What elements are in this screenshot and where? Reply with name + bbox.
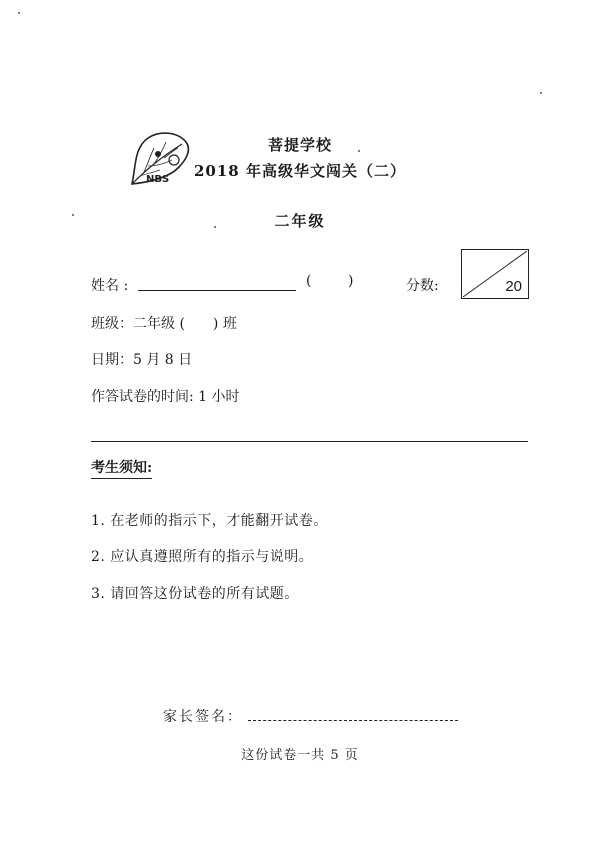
name-paren-open: ( — [306, 273, 312, 289]
class-label: 班级：二年级 ( ) 班 — [91, 316, 237, 332]
scan-speck — [214, 226, 216, 228]
svg-text:NBS: NBS — [146, 174, 170, 185]
score-total: 20 — [505, 278, 522, 295]
page-count: 这份试卷一共 5 页 — [241, 748, 359, 763]
name-paren-close: ) — [348, 273, 354, 289]
date-label: 日期：5 月 8 日 — [91, 352, 193, 368]
scan-speck — [540, 92, 542, 94]
school-name: 菩提学校 — [267, 136, 332, 154]
grade-title: 二年级 — [274, 212, 326, 230]
signature-label: 家长签名： — [163, 709, 243, 725]
notice-heading: 考生须知: — [91, 457, 152, 479]
time-label: 作答试卷的时间: 1 小时 — [91, 389, 240, 405]
scan-speck — [358, 150, 360, 152]
notice-item: 2. 应认真遵照所有的指示与说明。 — [91, 549, 314, 565]
name-field[interactable] — [138, 290, 296, 291]
score-label: 分数: — [406, 278, 439, 294]
notice-item: 1. 在老师的指示下，才能翻开试卷。 — [91, 513, 328, 529]
exam-title: 2018 年高级华文闯关（二） — [194, 162, 406, 180]
signature-field[interactable] — [248, 720, 458, 721]
divider — [91, 441, 528, 442]
notice-item: 3. 请回答这份试卷的所有试题。 — [91, 586, 299, 602]
name-label: 姓名 : — [91, 278, 129, 294]
scan-speck — [72, 214, 74, 216]
score-box[interactable] — [461, 249, 529, 299]
scan-speck — [18, 12, 20, 14]
